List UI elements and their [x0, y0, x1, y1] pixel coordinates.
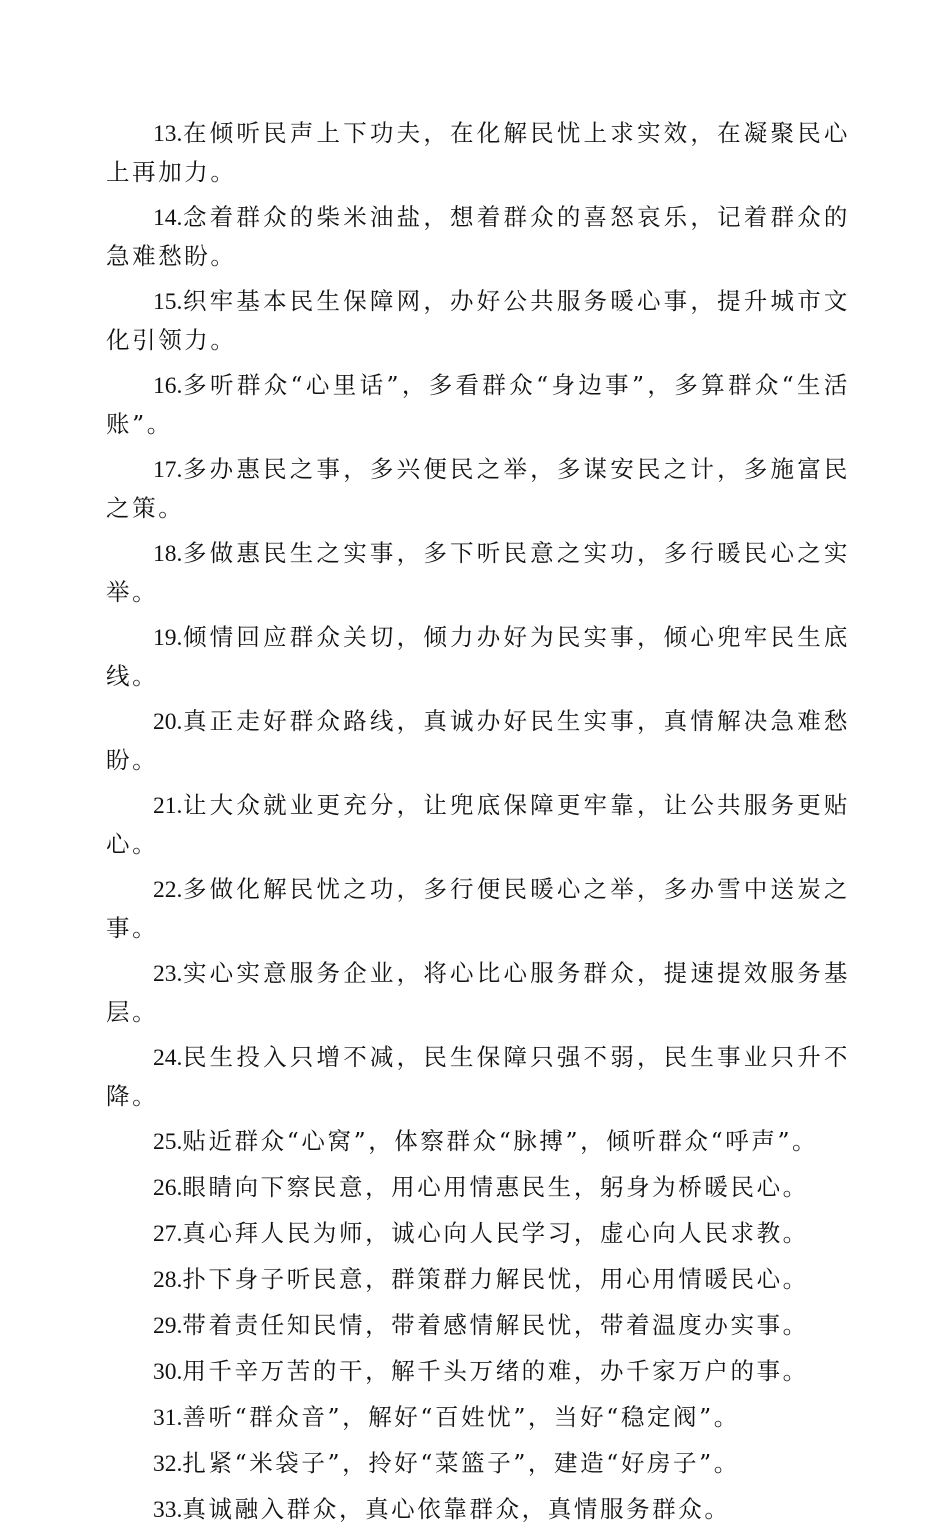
list-item-21: 21.让大众就业更充分，让兜底保障更牢靠，让公共服务更贴心。	[106, 791, 850, 858]
list-item-31: 31.善听“群众音”，解好“百姓忧”，当好“稳定阀”。	[153, 1403, 740, 1431]
list-item-26: 26.眼睛向下察民意，用心用情惠民生，躬身为桥暖民心。	[153, 1173, 809, 1201]
list-item-29: 29.带着责任知民情，带着感情解民忧，带着温度办实事。	[153, 1311, 809, 1339]
list-item-24: 24.民生投入只增不减，民生保障只强不弱，民生事业只升不降。	[106, 1043, 850, 1110]
list-item-17: 17.多办惠民之事，多兴便民之举，多谋安民之计，多施富民之策。	[106, 455, 850, 522]
list-item-27: 27.真心拜人民为师，诚心向人民学习，虚心向人民求教。	[153, 1219, 809, 1247]
list-item-16: 16.多听群众“心里话”，多看群众“身边事”，多算群众“生活账”。	[106, 371, 850, 438]
list-item-19: 19.倾情回应群众关切，倾力办好为民实事，倾心兜牢民生底线。	[106, 623, 850, 690]
list-item-22: 22.多做化解民忧之功，多行便民暖心之举，多办雪中送炭之事。	[106, 875, 850, 942]
list-item-32: 32.扎紧“米袋子”，拎好“菜篮子”，建造“好房子”。	[153, 1449, 740, 1477]
list-item-25: 25.贴近群众“心窝”，体察群众“脉搏”，倾听群众“呼声”。	[153, 1127, 819, 1155]
list-item-13: 13.在倾听民声上下功夫，在化解民忧上求实效，在凝聚民心上再加力。	[106, 119, 850, 186]
list-item-23: 23.实心实意服务企业，将心比心服务群众，提速提效服务基层。	[106, 959, 850, 1026]
list-item-33: 33.真诚融入群众，真心依靠群众，真情服务群众。	[153, 1495, 731, 1523]
list-item-14: 14.念着群众的柴米油盐，想着群众的喜怒哀乐，记着群众的急难愁盼。	[106, 203, 850, 270]
list-item-28: 28.扑下身子听民意，群策群力解民忧，用心用情暖民心。	[153, 1265, 809, 1293]
list-item-18: 18.多做惠民生之实事，多下听民意之实功，多行暖民心之实举。	[106, 539, 850, 606]
list-item-15: 15.织牢基本民生保障网，办好公共服务暖心事，提升城市文化引领力。	[106, 287, 850, 354]
list-item-20: 20.真正走好群众路线，真诚办好民生实事，真情解决急难愁盼。	[106, 707, 850, 774]
list-item-30: 30.用千辛万苦的干，解千头万绪的难，办千家万户的事。	[153, 1357, 809, 1385]
document-body	[106, 114, 850, 1536]
